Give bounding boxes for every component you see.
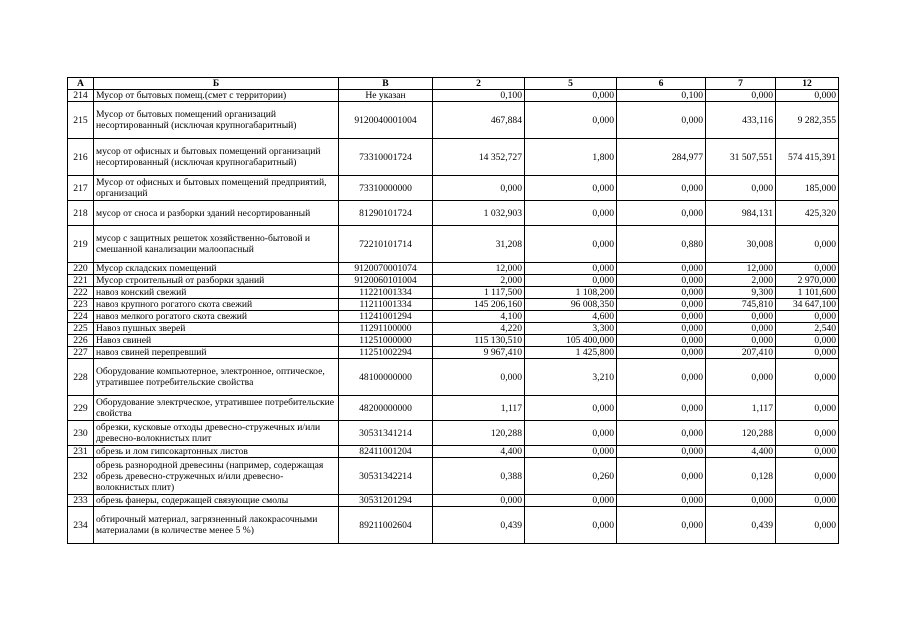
table-row — [68, 347, 839, 359]
col-12-cell: 1 101,600 — [776, 287, 839, 299]
row-number-cell: 219 — [68, 226, 94, 263]
table-row — [68, 311, 839, 323]
col-12-cell: 0,000 — [776, 507, 839, 544]
col-7-cell: 0,439 — [706, 507, 776, 544]
col-6-cell: 0,000 — [617, 287, 706, 299]
waste-code-cell: 11251002294 — [339, 347, 433, 359]
table-row — [68, 90, 839, 102]
col-6-cell: 0,880 — [617, 226, 706, 263]
col-5-cell: 3,210 — [525, 359, 617, 396]
waste-name-cell: Мусор строительный от разборки зданий — [94, 275, 339, 287]
table-row — [68, 299, 839, 311]
col-6-cell: 0,000 — [617, 458, 706, 495]
col-7-cell: 0,000 — [706, 176, 776, 201]
col-6-cell: 0,000 — [617, 495, 706, 507]
col-5-cell: 1 425,800 — [525, 347, 617, 359]
col-7-cell: 0,000 — [706, 335, 776, 347]
col-7-cell: 0,000 — [706, 90, 776, 102]
col-12-cell: 0,000 — [776, 396, 839, 421]
header-cell-6: 6 — [617, 78, 706, 90]
col-2-cell: 1 117,500 — [433, 287, 525, 299]
col-7-cell: 2,000 — [706, 275, 776, 287]
row-number-cell: 218 — [68, 201, 94, 226]
col-12-cell: 9 282,355 — [776, 102, 839, 139]
col-12-cell: 0,000 — [776, 359, 839, 396]
col-5-cell: 105 400,000 — [525, 335, 617, 347]
col-12-cell: 0,000 — [776, 335, 839, 347]
waste-code-cell: 11241001294 — [339, 311, 433, 323]
col-6-cell: 0,000 — [617, 299, 706, 311]
row-number-cell: 214 — [68, 90, 94, 102]
row-number-cell: 231 — [68, 446, 94, 458]
col-6-cell: 0,000 — [617, 323, 706, 335]
waste-code-cell: 11251000000 — [339, 335, 433, 347]
waste-code-cell: Не указан — [339, 90, 433, 102]
waste-name-cell: Навоз свиней — [94, 335, 339, 347]
table-row — [68, 446, 839, 458]
table-row — [68, 226, 839, 263]
row-number-cell: 234 — [68, 507, 94, 544]
header-cell-7: 7 — [706, 78, 776, 90]
waste-code-cell: 30531341214 — [339, 421, 433, 446]
table-row — [68, 139, 839, 176]
col-12-cell: 0,000 — [776, 90, 839, 102]
col-5-cell: 3,300 — [525, 323, 617, 335]
col-5-cell: 0,000 — [525, 90, 617, 102]
col-6-cell: 0,000 — [617, 311, 706, 323]
waste-code-cell: 72210101714 — [339, 226, 433, 263]
row-number-cell: 215 — [68, 102, 94, 139]
col-7-cell: 9,300 — [706, 287, 776, 299]
waste-name-cell: обтирочный материал, загрязненный лакокрасочными материалами (в количестве менее 5 %) — [94, 507, 339, 544]
col-12-cell: 2 970,000 — [776, 275, 839, 287]
row-number-cell: 216 — [68, 139, 94, 176]
col-2-cell: 9 967,410 — [433, 347, 525, 359]
table-row — [68, 359, 839, 396]
col-12-cell: 2,540 — [776, 323, 839, 335]
col-2-cell: 0,000 — [433, 359, 525, 396]
col-2-cell: 0,439 — [433, 507, 525, 544]
col-7-cell: 433,116 — [706, 102, 776, 139]
waste-name-cell: навоз мелкого рогатого скота свежий — [94, 311, 339, 323]
waste-name-cell: Навоз пушных зверей — [94, 323, 339, 335]
col-2-cell: 120,288 — [433, 421, 525, 446]
header-cell-5: 5 — [525, 78, 617, 90]
table-row — [68, 458, 839, 495]
col-7-cell: 0,000 — [706, 495, 776, 507]
col-7-cell: 30,008 — [706, 226, 776, 263]
waste-name-cell: навоз крупного рогатого скота свежий — [94, 299, 339, 311]
waste-name-cell: обрезки, кусковые отходы древесно-стружечных и/или древесно-волокнистых плит — [94, 421, 339, 446]
col-12-cell: 0,000 — [776, 495, 839, 507]
waste-code-cell: 30531342214 — [339, 458, 433, 495]
col-6-cell: 0,000 — [617, 359, 706, 396]
col-6-cell: 0,000 — [617, 396, 706, 421]
col-12-cell: 185,000 — [776, 176, 839, 201]
col-7-cell: 0,000 — [706, 311, 776, 323]
col-2-cell: 467,884 — [433, 102, 525, 139]
col-12-cell: 0,000 — [776, 311, 839, 323]
table-row — [68, 176, 839, 201]
col-7-cell: 31 507,551 — [706, 139, 776, 176]
col-7-cell: 0,000 — [706, 323, 776, 335]
row-number-cell: 217 — [68, 176, 94, 201]
header-cell-v: В — [339, 78, 433, 90]
waste-name-cell: обрезь разнородной древесины (например, содержащая обрезь древесно-стружечных и/или древесно-волокнистых плит) — [94, 458, 339, 495]
col-2-cell: 12,000 — [433, 263, 525, 275]
waste-code-cell: 89211002604 — [339, 507, 433, 544]
col-12-cell: 0,000 — [776, 347, 839, 359]
header-cell-2: 2 — [433, 78, 525, 90]
col-6-cell: 0,100 — [617, 90, 706, 102]
row-number-cell: 223 — [68, 299, 94, 311]
waste-code-cell: 9120040001004 — [339, 102, 433, 139]
header-cell-12: 12 — [776, 78, 839, 90]
col-2-cell: 115 130,510 — [433, 335, 525, 347]
waste-code-cell: 9120060101004 — [339, 275, 433, 287]
col-5-cell: 1 108,200 — [525, 287, 617, 299]
col-2-cell: 2,000 — [433, 275, 525, 287]
col-6-cell: 0,000 — [617, 263, 706, 275]
row-number-cell: 225 — [68, 323, 94, 335]
col-12-cell: 0,000 — [776, 263, 839, 275]
row-number-cell: 229 — [68, 396, 94, 421]
row-number-cell: 224 — [68, 311, 94, 323]
col-12-cell: 425,320 — [776, 201, 839, 226]
col-5-cell: 1,800 — [525, 139, 617, 176]
waste-code-cell: 11291100000 — [339, 323, 433, 335]
col-6-cell: 0,000 — [617, 201, 706, 226]
col-12-cell: 0,000 — [776, 226, 839, 263]
header-row — [68, 78, 839, 90]
col-7-cell: 0,128 — [706, 458, 776, 495]
waste-code-cell: 48200000000 — [339, 396, 433, 421]
waste-name-cell: Оборудование электрческое, утратившее потребительские свойства — [94, 396, 339, 421]
col-7-cell: 0,000 — [706, 359, 776, 396]
row-number-cell: 222 — [68, 287, 94, 299]
table-row — [68, 263, 839, 275]
table-row — [68, 102, 839, 139]
waste-name-cell: Мусор от бытовых помещ.(смет с территории) — [94, 90, 339, 102]
col-2-cell: 0,000 — [433, 176, 525, 201]
waste-code-cell: 11211001334 — [339, 299, 433, 311]
table-row — [68, 495, 839, 507]
col-5-cell: 0,000 — [525, 507, 617, 544]
waste-name-cell: Мусор от бытовых помещений организаций несортированный (исключая крупногабаритный) — [94, 102, 339, 139]
header-cell-b: Б — [94, 78, 339, 90]
table-row — [68, 201, 839, 226]
col-2-cell: 1 032,903 — [433, 201, 525, 226]
waste-code-cell: 30531201294 — [339, 495, 433, 507]
col-6-cell: 0,000 — [617, 507, 706, 544]
col-2-cell: 0,100 — [433, 90, 525, 102]
col-12-cell: 0,000 — [776, 421, 839, 446]
col-6-cell: 0,000 — [617, 446, 706, 458]
col-6-cell: 0,000 — [617, 335, 706, 347]
col-5-cell: 0,000 — [525, 226, 617, 263]
col-5-cell: 0,000 — [525, 176, 617, 201]
col-7-cell: 1,117 — [706, 396, 776, 421]
col-6-cell: 0,000 — [617, 421, 706, 446]
col-5-cell: 96 008,350 — [525, 299, 617, 311]
col-5-cell: 0,000 — [525, 446, 617, 458]
col-2-cell: 145 206,160 — [433, 299, 525, 311]
waste-name-cell: мусор от офисных и бытовых помещений организаций несортированный (исключая крупногабаритный) — [94, 139, 339, 176]
col-12-cell: 574 415,391 — [776, 139, 839, 176]
col-5-cell: 0,000 — [525, 201, 617, 226]
row-number-cell: 220 — [68, 263, 94, 275]
waste-code-cell: 73310001724 — [339, 139, 433, 176]
row-number-cell: 227 — [68, 347, 94, 359]
document-sheet — [67, 77, 839, 544]
col-7-cell: 12,000 — [706, 263, 776, 275]
col-5-cell: 4,600 — [525, 311, 617, 323]
col-7-cell: 745,810 — [706, 299, 776, 311]
col-2-cell: 0,388 — [433, 458, 525, 495]
col-5-cell: 0,000 — [525, 102, 617, 139]
table-row — [68, 396, 839, 421]
col-7-cell: 4,400 — [706, 446, 776, 458]
col-6-cell: 0,000 — [617, 102, 706, 139]
col-6-cell: 284,977 — [617, 139, 706, 176]
col-12-cell: 0,000 — [776, 458, 839, 495]
col-7-cell: 207,410 — [706, 347, 776, 359]
col-2-cell: 4,400 — [433, 446, 525, 458]
col-2-cell: 4,220 — [433, 323, 525, 335]
waste-name-cell: обрезь фанеры, содержащей связующие смолы — [94, 495, 339, 507]
waste-name-cell: навоз конский свежий — [94, 287, 339, 299]
waste-name-cell: Оборудование компьютерное, электронное, оптическое, утратившее потребительские свойства — [94, 359, 339, 396]
col-2-cell: 1,117 — [433, 396, 525, 421]
table-row — [68, 421, 839, 446]
table-row — [68, 335, 839, 347]
waste-code-cell: 73310000000 — [339, 176, 433, 201]
col-5-cell: 0,000 — [525, 495, 617, 507]
col-7-cell: 984,131 — [706, 201, 776, 226]
table-row — [68, 323, 839, 335]
waste-code-cell: 11221001334 — [339, 287, 433, 299]
waste-code-cell: 82411001204 — [339, 446, 433, 458]
waste-name-cell: Мусор складских помещений — [94, 263, 339, 275]
row-number-cell: 230 — [68, 421, 94, 446]
col-2-cell: 14 352,727 — [433, 139, 525, 176]
col-2-cell: 0,000 — [433, 495, 525, 507]
col-7-cell: 120,288 — [706, 421, 776, 446]
col-2-cell: 4,100 — [433, 311, 525, 323]
col-12-cell: 34 647,100 — [776, 299, 839, 311]
waste-name-cell: мусор от сноса и разборки зданий несортированный — [94, 201, 339, 226]
waste-name-cell: Мусор от офисных и бытовых помещений предприятий, организаций — [94, 176, 339, 201]
col-5-cell: 0,260 — [525, 458, 617, 495]
col-12-cell: 0,000 — [776, 446, 839, 458]
col-6-cell: 0,000 — [617, 176, 706, 201]
row-number-cell: 233 — [68, 495, 94, 507]
waste-name-cell: навоз свиней перепревший — [94, 347, 339, 359]
table-row — [68, 275, 839, 287]
row-number-cell: 228 — [68, 359, 94, 396]
row-number-cell: 221 — [68, 275, 94, 287]
waste-table — [67, 77, 839, 544]
header-cell-a: А — [68, 78, 94, 90]
col-5-cell: 0,000 — [525, 396, 617, 421]
waste-name-cell: мусор с защитных решеток хозяйственно-бытовой и смешанной канализации малоопасный — [94, 226, 339, 263]
waste-name-cell: обрезь и лом гипсокартонных листов — [94, 446, 339, 458]
col-6-cell: 0,000 — [617, 275, 706, 287]
row-number-cell: 226 — [68, 335, 94, 347]
col-5-cell: 0,000 — [525, 275, 617, 287]
col-5-cell: 0,000 — [525, 263, 617, 275]
table-body — [68, 90, 839, 544]
table-row — [68, 507, 839, 544]
table-row — [68, 287, 839, 299]
waste-code-cell: 48100000000 — [339, 359, 433, 396]
waste-code-cell: 81290101724 — [339, 201, 433, 226]
row-number-cell: 232 — [68, 458, 94, 495]
col-6-cell: 0,000 — [617, 347, 706, 359]
col-5-cell: 0,000 — [525, 421, 617, 446]
col-2-cell: 31,208 — [433, 226, 525, 263]
waste-code-cell: 9120070001074 — [339, 263, 433, 275]
